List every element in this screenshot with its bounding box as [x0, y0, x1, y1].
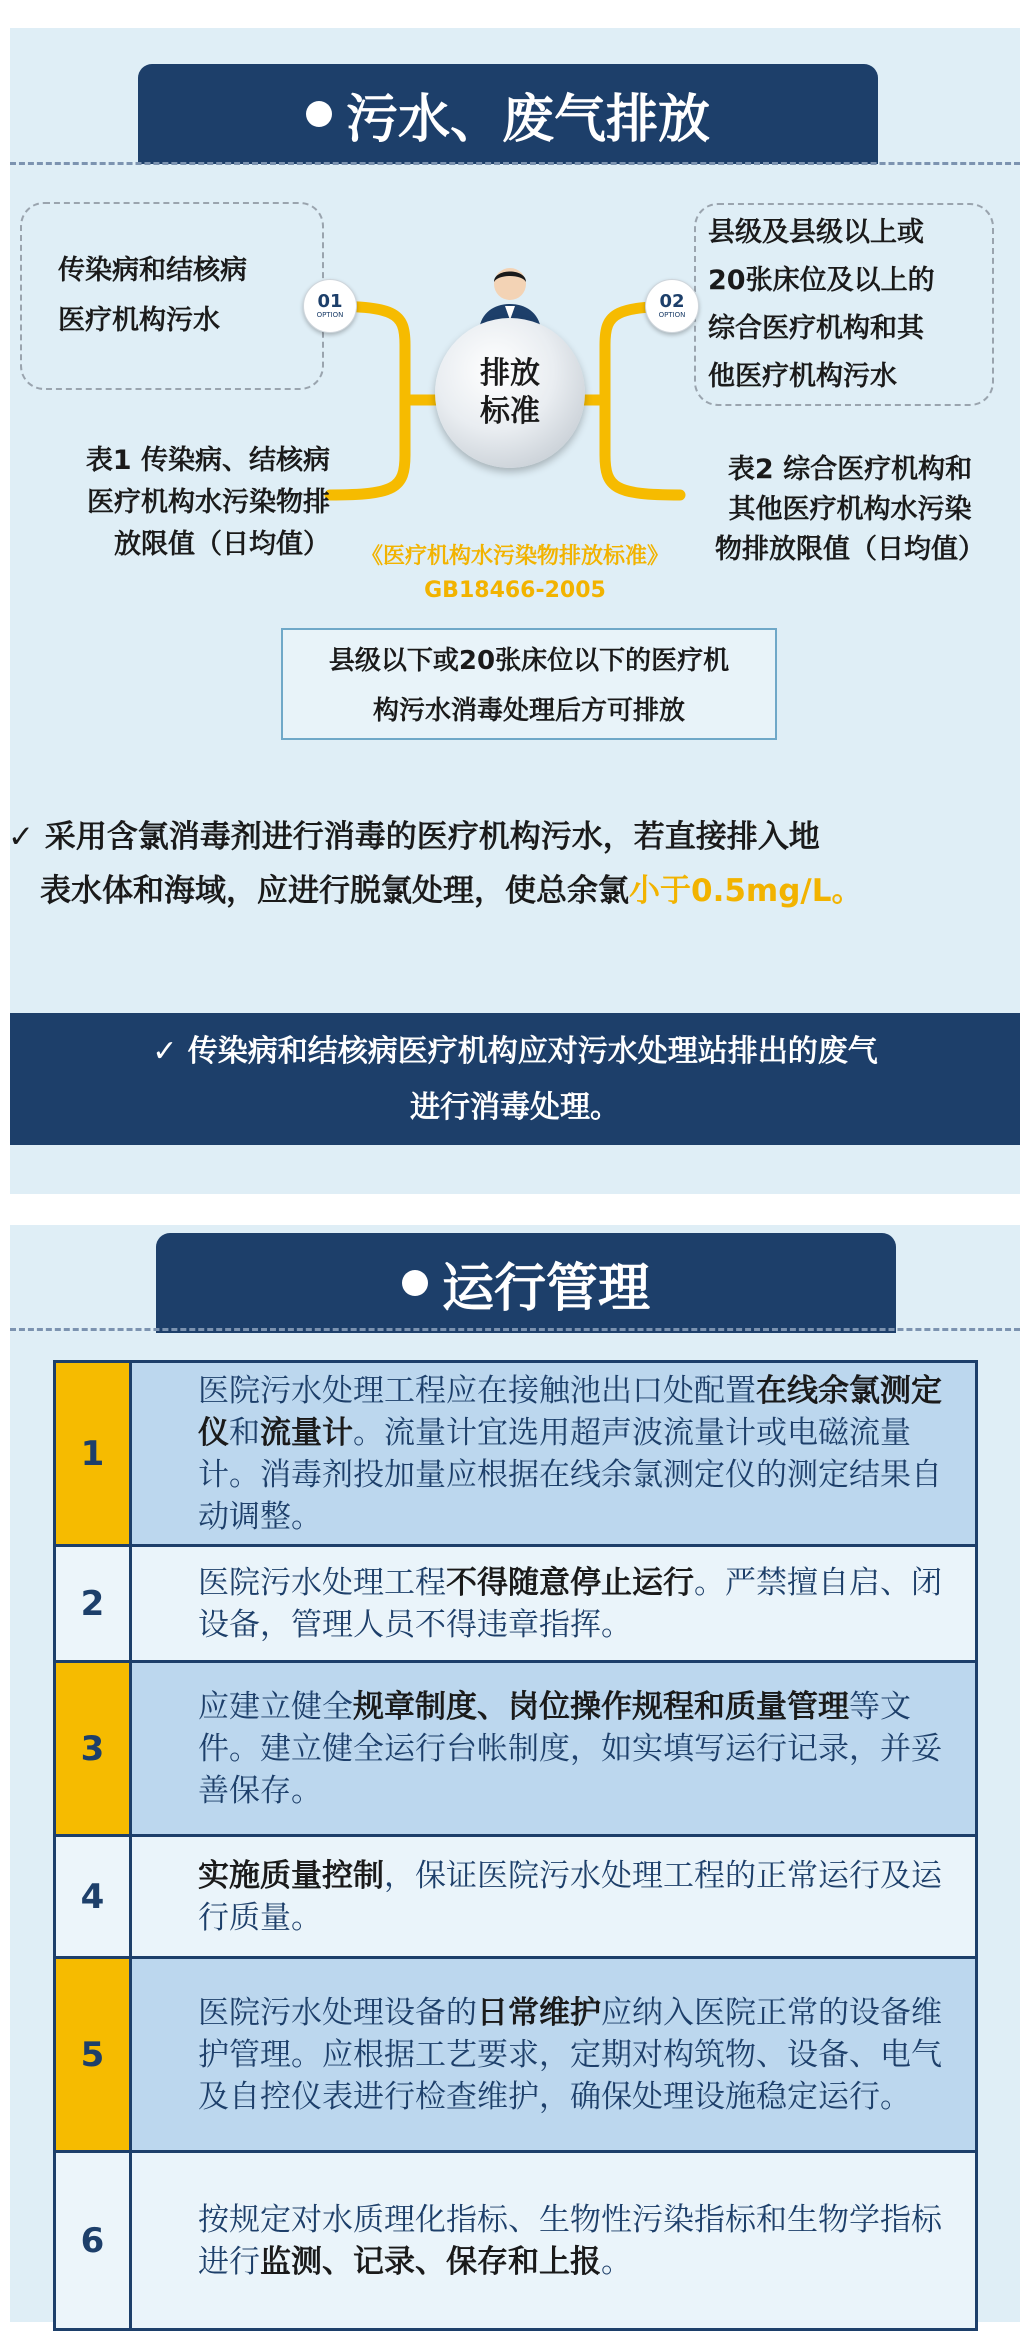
table2-label [690, 450, 1010, 570]
band-line: 进行消毒处理。 [410, 1090, 620, 1125]
operation-table [53, 1360, 978, 2331]
right-box-line: 20张床位及以上的 [708, 264, 935, 296]
right-box-line: 他医疗机构污水 [708, 360, 897, 392]
key-phrase: 日常维护 [477, 1994, 601, 2031]
section-title-operation [156, 1233, 896, 1333]
key-phrase: 流量计 [260, 1414, 353, 1451]
center-label: 排放 [480, 356, 540, 391]
table-row [55, 1958, 977, 2152]
table-row [55, 1836, 977, 1958]
key-phrase: 监测、记录、保存和上报 [260, 2243, 601, 2280]
standard-name [330, 540, 700, 608]
row-text-part: 医院污水处理工程 [198, 1564, 446, 1601]
table2-line: 表2 综合医疗机构和 [727, 454, 973, 485]
option-number: 02 [659, 291, 685, 312]
divider [10, 1328, 1020, 1331]
table2-line: 物排放限值（日均值） [715, 534, 985, 565]
row-text-part: 和 [229, 1414, 260, 1451]
left-box-line: 医疗机构污水 [58, 305, 220, 336]
row-text-part: 等文件。建立健全运行台帐制度，如实填写运行记录，并妥善保存。 [198, 1688, 942, 1809]
key-phrase: 实施质量控制 [198, 1857, 384, 1894]
row-text-part: 医院污水处理工程应在接触池出口处配置 [198, 1372, 756, 1409]
row-text-part: 。流量计宜选用超声波流量计或电磁流量计。消毒剂投加量应根据在线余氯测定仪的测定结果自动调整。 [198, 1414, 942, 1535]
row-text-part: 。 [601, 2243, 632, 2280]
row-text-part: ，保证医院污水处理工程的正常运行及运行质量。 [198, 1857, 942, 1936]
table1-line: 医疗机构水污染物排 [87, 487, 330, 518]
right-box-line: 县级及县级以上或 [708, 216, 924, 248]
row-text [131, 1362, 977, 1546]
globe-icon [435, 318, 585, 468]
row-number: 5 [55, 1958, 131, 2152]
row-text [131, 1662, 977, 1836]
row-text [131, 2152, 977, 2330]
table2-line: 其他医疗机构水污染 [728, 494, 972, 525]
table1-label [30, 440, 330, 566]
row-number: 1 [55, 1362, 131, 1546]
row-text-part: 应建立健全 [198, 1688, 353, 1725]
infectious-hospital-box [20, 202, 324, 390]
note-line: 表水体和海域，应进行脱氯处理，使总余氯 [40, 873, 629, 909]
row-text-part: 按规定对水质理化指标、生物性污染指标和生物学指标进行 [198, 2201, 942, 2280]
option-word: OPTION [658, 311, 686, 319]
general-hospital-box [694, 203, 994, 406]
table1-line: 放限值（日均值） [114, 529, 330, 560]
band-line: ✓ 传染病和结核病医疗机构应对污水处理站排出的废气 [152, 1034, 878, 1069]
left-box-line: 传染病和结核病 [58, 255, 247, 286]
row-text-part: 医院污水处理设备的 [198, 1994, 477, 2031]
row-text-part: 。严禁擅自启、闭设备，管理人员不得违章指挥。 [198, 1564, 942, 1643]
chlorine-limit-highlight: 小于0.5mg/L。 [629, 873, 863, 909]
dechlorination-note [8, 810, 1008, 918]
section-title-text: 运行管理 [441, 1258, 650, 1319]
row-text-part: 应纳入医院正常的设备维护管理。应根据工艺要求，定期对构筑物、设备、电气及自控仪表进行检查维护，确保处理设施稳定运行。 [198, 1994, 942, 2115]
table1-line: 表1 传染病、结核病 [85, 445, 330, 476]
row-text [131, 1958, 977, 2152]
table-row [55, 1662, 977, 1836]
key-phrase: 规章制度、岗位操作规程和质量管理 [353, 1688, 849, 1725]
row-number: 6 [55, 2152, 131, 2330]
row-text [131, 1546, 977, 1662]
option-word: OPTION [316, 311, 344, 319]
option-02-badge [645, 279, 699, 333]
standard-code: GB18466-2005 [424, 578, 606, 603]
bullet-dot-icon [402, 1270, 428, 1296]
table-row [55, 2152, 977, 2330]
row-number: 3 [55, 1662, 131, 1836]
row-number: 2 [55, 1546, 131, 1662]
note-line: ✓ 采用含氯消毒剂进行消毒的医疗机构污水，若直接排入地 [8, 819, 820, 855]
option-01-badge [303, 279, 357, 333]
table-row [55, 1546, 977, 1662]
notice-line: 县级以下或20张床位以下的医疗机 [328, 646, 730, 676]
option-number: 01 [317, 291, 343, 312]
section-title-text: 污水、废气排放 [345, 89, 710, 150]
center-label: 标准 [480, 394, 540, 429]
key-phrase: 不得随意停止运行 [446, 1564, 694, 1601]
exhaust-gas-band [10, 1013, 1020, 1145]
notice-line: 构污水消毒处理后方可排放 [372, 696, 685, 726]
row-number: 4 [55, 1836, 131, 1958]
key-phrase: 在线余氯测定仪 [198, 1372, 942, 1451]
table-row [55, 1362, 977, 1546]
standard-title: 《医疗机构水污染物排放标准》 [360, 544, 669, 569]
row-text [131, 1836, 977, 1958]
small-hospital-notice [281, 628, 777, 740]
right-box-line: 综合医疗机构和其 [708, 312, 924, 344]
